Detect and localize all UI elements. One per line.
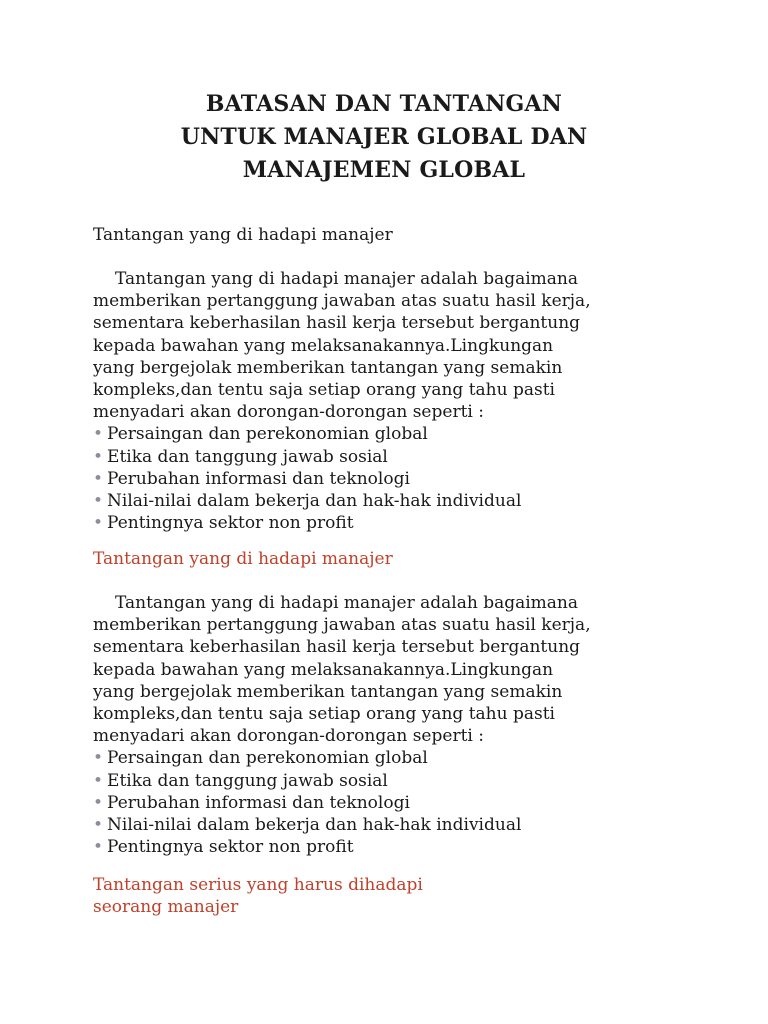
bullet-text: Nilai-nilai dalam bekerja dan hak-hak individual	[107, 815, 522, 836]
bullet-icon: •	[93, 748, 104, 769]
section-paragraph	[93, 268, 713, 423]
section-heading: Tantangan yang di hadapi manajer	[93, 549, 393, 569]
paragraph-line: memberikan pertanggung jawaban atas suatu hasil kerja,	[93, 291, 591, 312]
section-heading-line: Tantangan serius yang harus dihadapi	[93, 875, 423, 895]
bullet-item	[93, 792, 713, 814]
bullet-item	[93, 446, 713, 468]
bullet-icon: •	[93, 792, 104, 813]
bullet-icon: •	[93, 770, 104, 791]
bullet-item	[93, 512, 713, 534]
section-3	[93, 874, 713, 918]
bullet-item	[93, 468, 713, 490]
bullet-text: Pentingnya sektor non profit	[107, 837, 354, 858]
bullet-text: Perubahan informasi dan teknologi	[107, 468, 410, 489]
title-line: MANAJEMEN GLOBAL	[242, 157, 526, 183]
bullet-icon: •	[93, 424, 104, 445]
bullet-item	[93, 814, 713, 836]
document-title	[0, 88, 768, 187]
section-heading: Tantangan yang di hadapi manajer	[93, 225, 393, 245]
bullet-text: Perubahan informasi dan teknologi	[107, 792, 410, 813]
bullet-item	[93, 747, 713, 769]
section-2	[93, 548, 713, 858]
paragraph-line: yang bergejolak memberikan tantangan yang semakin	[93, 681, 563, 702]
paragraph-line: sementara keberhasilan hasil kerja tersebut bergantung	[93, 313, 581, 334]
bullet-text: Persaingan dan perekonomian global	[107, 424, 428, 445]
paragraph-line: yang bergejolak memberikan tantangan yang semakin	[93, 357, 563, 378]
paragraph-line: menyadari akan dorongan-dorongan seperti :	[93, 402, 484, 423]
section-1	[93, 224, 713, 534]
bullet-item	[93, 836, 713, 858]
bullet-list	[93, 747, 713, 858]
bullet-list	[93, 423, 713, 534]
bullet-icon: •	[93, 446, 104, 467]
bullet-text: Etika dan tanggung jawab sosial	[107, 446, 388, 467]
paragraph-line: kompleks,dan tentu saja setiap orang yang tahu pasti	[93, 380, 555, 401]
bullet-text: Persaingan dan perekonomian global	[107, 748, 428, 769]
title-line: BATASAN DAN TANTANGAN	[205, 91, 563, 117]
bullet-item	[93, 423, 713, 445]
bullet-icon: •	[93, 491, 104, 512]
bullet-text: Nilai-nilai dalam bekerja dan hak-hak individual	[107, 491, 522, 512]
paragraph-line: sementara keberhasilan hasil kerja tersebut bergantung	[93, 637, 581, 658]
paragraph-line: kepada bawahan yang melaksanakannya.Lingkungan	[93, 659, 554, 680]
bullet-icon: •	[93, 815, 104, 836]
section-heading-line: seorang manajer	[93, 897, 239, 917]
paragraph-line: menyadari akan dorongan-dorongan seperti :	[93, 726, 484, 747]
paragraph-line: memberikan pertanggung jawaban atas suatu hasil kerja,	[93, 615, 591, 636]
paragraph-line: kepada bawahan yang melaksanakannya.Lingkungan	[93, 335, 554, 356]
title-line: UNTUK MANAJER GLOBAL DAN	[180, 124, 588, 150]
bullet-icon: •	[93, 837, 104, 858]
bullet-text: Pentingnya sektor non profit	[107, 513, 354, 534]
bullet-icon: •	[93, 513, 104, 534]
bullet-icon: •	[93, 468, 104, 489]
bullet-item	[93, 770, 713, 792]
paragraph-line: Tantangan yang di hadapi manajer adalah bagaimana	[115, 593, 579, 613]
bullet-item	[93, 490, 713, 512]
bullet-text: Etika dan tanggung jawab sosial	[107, 770, 388, 791]
paragraph-line: kompleks,dan tentu saja setiap orang yang tahu pasti	[93, 704, 555, 725]
paragraph-line: Tantangan yang di hadapi manajer adalah bagaimana	[115, 269, 579, 289]
section-paragraph	[93, 592, 713, 747]
